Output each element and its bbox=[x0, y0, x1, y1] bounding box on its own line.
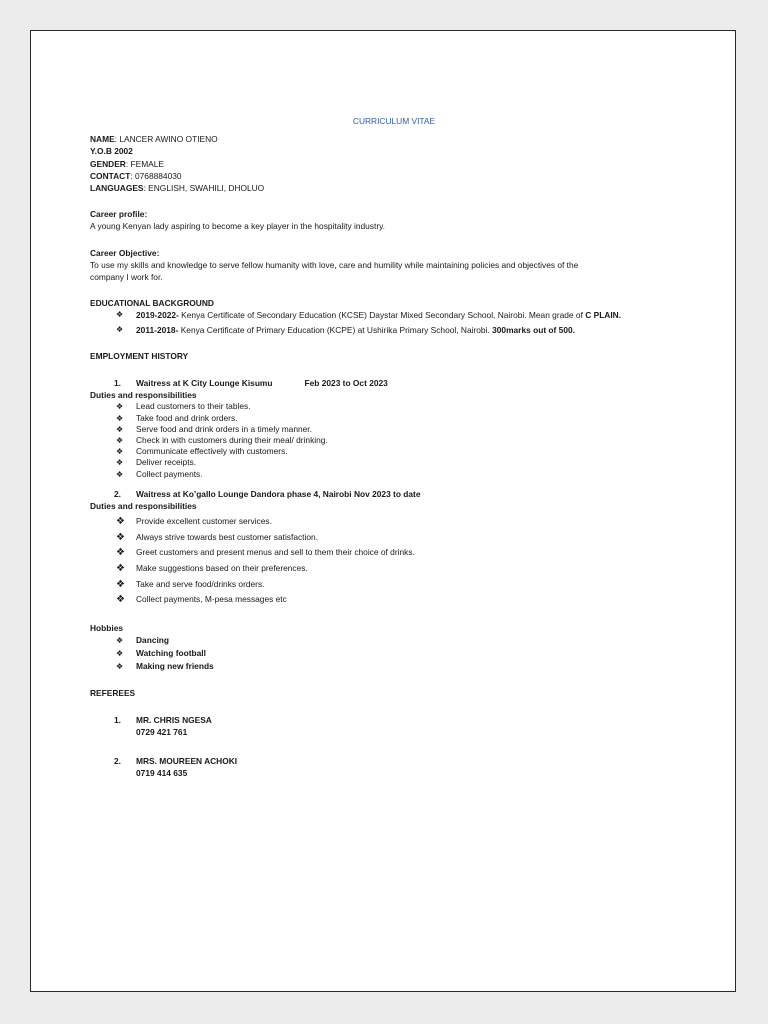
bullet-icon: ❖ bbox=[116, 424, 124, 434]
duty-text: Make suggestions based on their preferences. bbox=[136, 563, 308, 574]
bullet-icon: ❖ bbox=[116, 447, 124, 457]
duty-text: Provide excellent customer services. bbox=[136, 516, 272, 527]
duty-item bbox=[90, 435, 680, 446]
hobby-text: Making new friends bbox=[136, 661, 214, 672]
contact-value: : 0768884030 bbox=[130, 170, 182, 181]
cv-title: CURRICULUM VITAE bbox=[352, 116, 436, 126]
duties-heading: Duties and responsibilities bbox=[90, 501, 197, 512]
education-item bbox=[90, 324, 680, 336]
education-text: Kenya Certificate of Secondary Education (KCSE) Daystar Mixed Secondary School, Nairobi. Mean grade of bbox=[178, 310, 586, 321]
job-title: Waitress at K City Lounge Kisumu bbox=[136, 378, 273, 389]
hobby-item bbox=[90, 647, 680, 660]
gender-value: : FEMALE bbox=[125, 158, 165, 169]
hobbies-heading: Hobbies bbox=[90, 622, 124, 633]
education-years: 2019-2022- bbox=[136, 310, 179, 321]
career-profile-heading: Career profile: bbox=[90, 209, 148, 220]
duty-text: Take and serve food/drinks orders. bbox=[136, 578, 265, 589]
referee-number: 1. bbox=[114, 715, 121, 726]
duty-item bbox=[90, 469, 680, 480]
duty-text: Check in with customers during their meal/ drinking. bbox=[136, 435, 328, 446]
name-label: NAME bbox=[90, 134, 115, 145]
document-page bbox=[30, 30, 736, 992]
education-heading: EDUCATIONAL BACKGROUND bbox=[90, 298, 214, 309]
education-item bbox=[90, 309, 680, 321]
duty-text: Collect payments, M-pesa messages etc bbox=[136, 594, 287, 605]
gender-label: GENDER bbox=[90, 158, 126, 169]
duty-text: Serve food and drink orders in a timely manner. bbox=[136, 423, 312, 434]
duty-item bbox=[90, 413, 680, 424]
referee-phone: 0729 421 761 bbox=[136, 727, 188, 738]
career-objective-heading: Career Objective: bbox=[90, 247, 160, 258]
job-2-line bbox=[90, 488, 680, 500]
job-number: 1. bbox=[114, 378, 121, 389]
bullet-icon: ❖ bbox=[116, 547, 125, 559]
career-objective-line2: company I work for. bbox=[90, 272, 163, 283]
education-list bbox=[90, 309, 680, 335]
bullet-icon: ❖ bbox=[116, 413, 124, 423]
bullet-icon: ❖ bbox=[116, 310, 124, 320]
name-line bbox=[90, 133, 680, 145]
hobby-item bbox=[90, 660, 680, 673]
bullet-icon: ❖ bbox=[116, 516, 125, 528]
bullet-icon: ❖ bbox=[116, 649, 124, 659]
duty-item bbox=[90, 592, 680, 608]
contact-label: CONTACT bbox=[90, 170, 131, 181]
hobby-item bbox=[90, 634, 680, 647]
duty-text: Lead customers to their tables. bbox=[136, 401, 251, 412]
education-years: 2011-2018- bbox=[136, 324, 179, 335]
languages-line bbox=[90, 182, 680, 194]
duty-text: Deliver receipts. bbox=[136, 457, 197, 468]
languages-value: : ENGLISH, SWAHILI, DHOLUO bbox=[143, 183, 265, 194]
job-number: 2. bbox=[114, 488, 121, 499]
hobbies-list bbox=[90, 634, 680, 673]
duty-item bbox=[90, 446, 680, 457]
duty-item bbox=[90, 424, 680, 435]
job-title: Waitress at Ko’gallo Lounge Dandora phase 4, Nairobi Nov 2023 to date bbox=[136, 488, 421, 499]
duty-item bbox=[90, 530, 680, 546]
name-value: : LANCER AWINO OTIENO bbox=[114, 134, 218, 145]
duty-text: Take food and drink orders. bbox=[136, 412, 238, 423]
hobby-text: Watching football bbox=[136, 648, 206, 659]
languages-label: LANGUAGES bbox=[90, 183, 144, 194]
job-1-line bbox=[90, 377, 680, 389]
contact-line bbox=[90, 170, 680, 182]
duty-text: Greet customers and present menus and sell to them their choice of drinks. bbox=[136, 547, 415, 558]
career-objective-line1: To use my skills and knowledge to serve fellow humanity with love, care and humility while maintaining policies and objectives of the bbox=[90, 259, 579, 270]
duty-item bbox=[90, 577, 680, 593]
bullet-icon: ❖ bbox=[116, 594, 125, 606]
bullet-icon: ❖ bbox=[116, 469, 124, 479]
hobby-text: Dancing bbox=[136, 635, 170, 646]
referee-name: MRS. MOUREEN ACHOKI bbox=[136, 755, 238, 766]
referee-number: 2. bbox=[114, 755, 121, 766]
duty-item bbox=[90, 514, 680, 530]
education-grade: 300marks out of 500. bbox=[492, 324, 575, 335]
duty-item bbox=[90, 545, 680, 561]
duties-heading: Duties and responsibilities bbox=[90, 390, 197, 401]
duty-text: Always strive towards best customer satisfaction. bbox=[136, 531, 318, 542]
bullet-icon: ❖ bbox=[116, 636, 124, 646]
bullet-icon: ❖ bbox=[116, 531, 125, 543]
referee-phone: 0719 414 635 bbox=[136, 767, 188, 778]
cv-content bbox=[90, 115, 680, 779]
gender-line bbox=[90, 158, 680, 170]
duty-item bbox=[90, 561, 680, 577]
bullet-icon: ❖ bbox=[116, 402, 124, 412]
job-dates: Feb 2023 to Oct 2023 bbox=[304, 378, 388, 389]
duty-text: Communicate effectively with customers. bbox=[136, 446, 288, 457]
duty-item bbox=[90, 401, 680, 412]
bullet-icon: ❖ bbox=[116, 458, 124, 468]
bullet-icon: ❖ bbox=[116, 324, 124, 334]
duty-item bbox=[90, 457, 680, 468]
bullet-icon: ❖ bbox=[116, 662, 124, 672]
referees-heading: REFEREES bbox=[90, 688, 136, 699]
bullet-icon: ❖ bbox=[116, 578, 125, 590]
job-1-duties bbox=[90, 401, 680, 479]
employment-heading: EMPLOYMENT HISTORY bbox=[90, 350, 189, 361]
education-text: Kenya Certificate of Primary Education (KCPE) at Ushirika Primary School, Nairobi. bbox=[178, 324, 493, 335]
education-grade: C PLAIN. bbox=[585, 310, 622, 321]
career-profile-text: A young Kenyan lady aspiring to become a key player in the hospitality industry. bbox=[90, 221, 386, 232]
referee-2 bbox=[90, 755, 680, 779]
referee-name: MR. CHRIS NGESA bbox=[136, 715, 212, 726]
bullet-icon: ❖ bbox=[116, 563, 125, 575]
bullet-icon: ❖ bbox=[116, 436, 124, 446]
duty-text: Collect payments. bbox=[136, 468, 203, 479]
job-2-duties bbox=[90, 514, 680, 608]
yob-line: Y.O.B 2002 bbox=[90, 146, 133, 157]
referee-1 bbox=[90, 714, 680, 738]
